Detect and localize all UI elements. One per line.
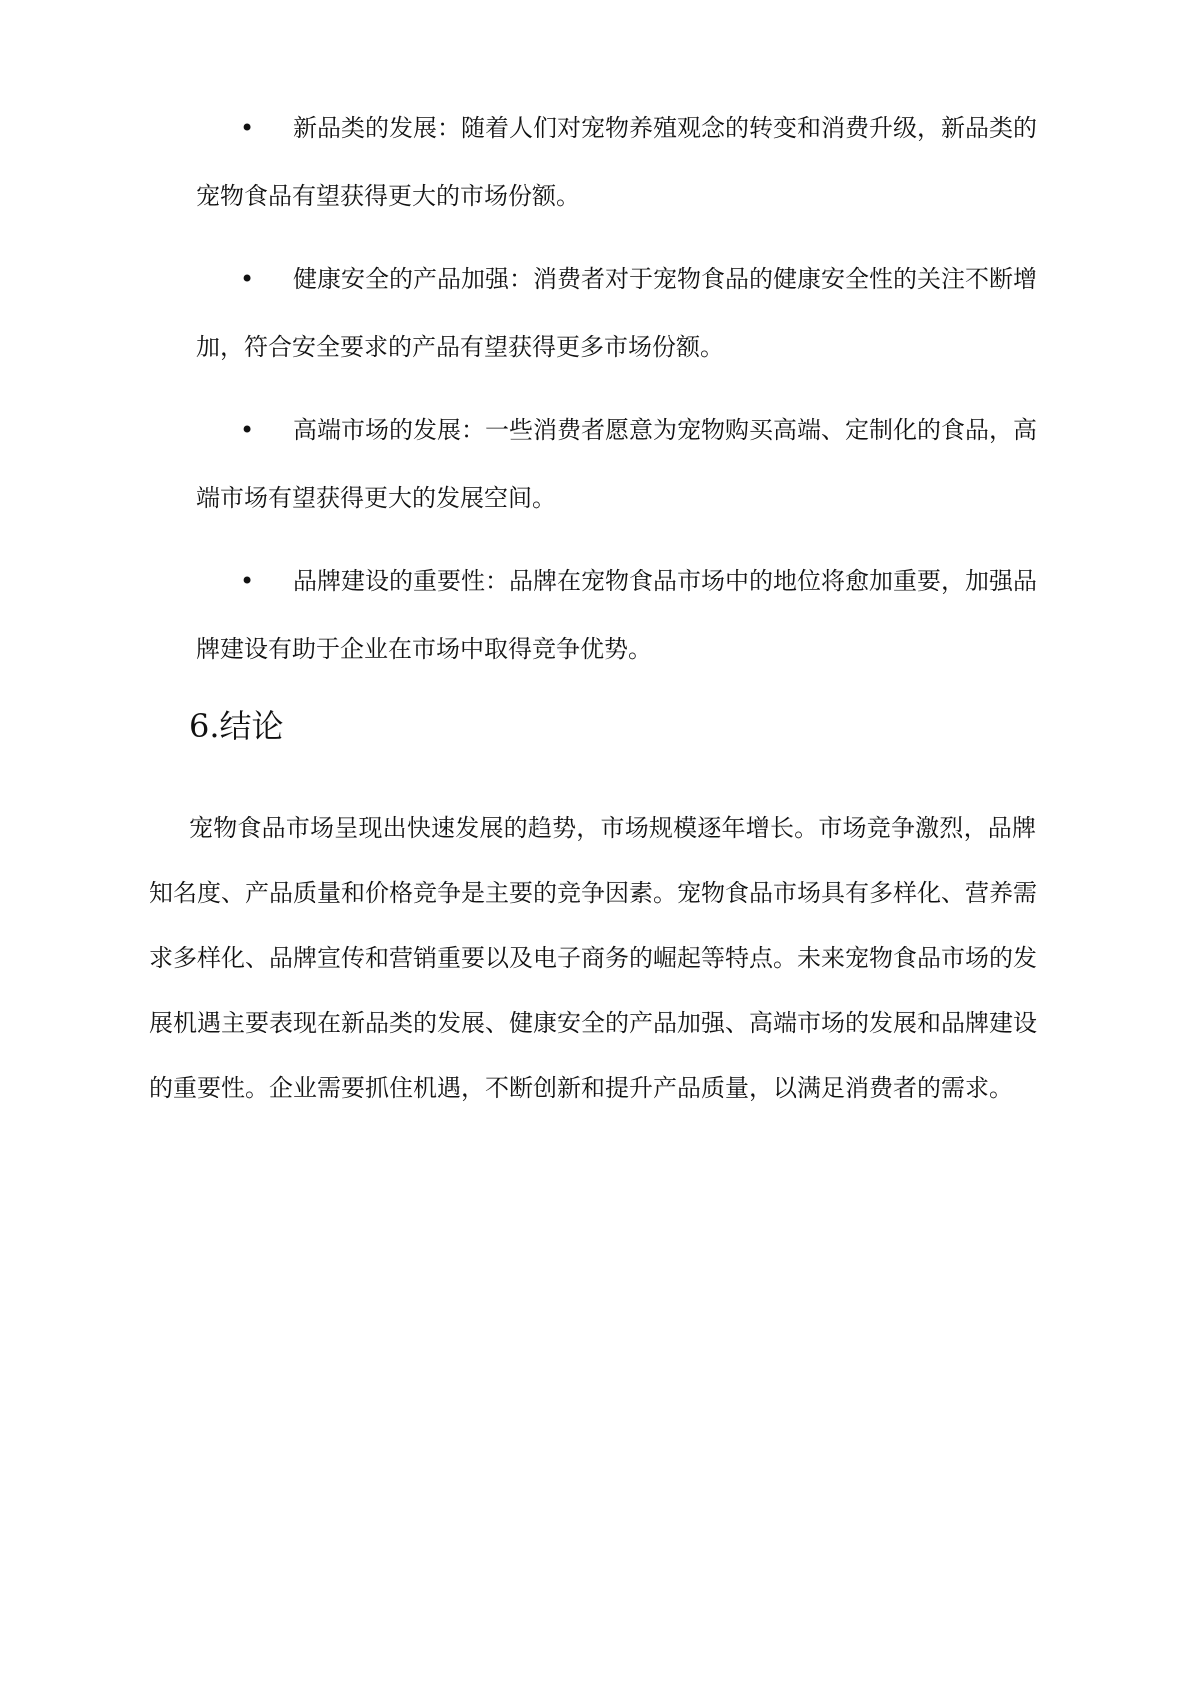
paragraph-line: 求多样化、品牌宣传和营销重要以及电子商务的崛起等特点。未来宠物食品市场的发 <box>149 944 1037 972</box>
paragraph-line: 的重要性。企业需要抓住机遇，不断创新和提升产品质量，以满足消费者的需求。 <box>149 1074 1013 1102</box>
bullet-marker: • <box>240 567 255 595</box>
bullet-marker: • <box>240 114 255 142</box>
bullet-line <box>196 94 1036 162</box>
bullet-continuation: 加，符合安全要求的产品有望获得更多市场份额。 <box>196 333 724 361</box>
bullet-item-health-safety <box>196 245 1036 381</box>
bullet-continuation: 端市场有望获得更大的发展空间。 <box>196 484 556 512</box>
bullet-line <box>196 245 1036 313</box>
bullet-line <box>196 396 1036 464</box>
bullet-item-new-categories <box>196 94 1036 230</box>
paragraph-line: 知名度、产品质量和价格竞争是主要的竞争因素。宠物食品市场具有多样化、营养需 <box>149 879 1037 907</box>
bullet-continuation: 牌建设有助于企业在市场中取得竞争优势。 <box>196 635 652 663</box>
bullet-item-brand-building <box>196 547 1036 683</box>
bullet-marker: • <box>240 416 255 444</box>
bullet-text: 新品类的发展：随着人们对宠物养殖观念的转变和消费升级，新品类的 <box>293 114 1037 142</box>
bullet-line <box>196 547 1036 615</box>
bullet-item-high-end-market <box>196 396 1036 532</box>
bullet-continuation: 宠物食品有望获得更大的市场份额。 <box>196 182 580 210</box>
paragraph-line: 展机遇主要表现在新品类的发展、健康安全的产品加强、高端市场的发展和品牌建设 <box>149 1009 1037 1037</box>
section-heading: 6.结论 <box>189 707 284 745</box>
conclusion-paragraph <box>149 796 1036 1121</box>
bullet-marker: • <box>240 265 255 293</box>
paragraph-line: 宠物食品市场呈现出快速发展的趋势，市场规模逐年增长。市场竞争激烈，品牌 <box>189 814 1036 842</box>
bullet-text: 高端市场的发展：一些消费者愿意为宠物购买高端、定制化的食品，高 <box>293 416 1037 444</box>
bullet-text: 健康安全的产品加强：消费者对于宠物食品的健康安全性的关注不断增 <box>293 265 1037 293</box>
bullet-text: 品牌建设的重要性：品牌在宠物食品市场中的地位将愈加重要，加强品 <box>293 567 1037 595</box>
